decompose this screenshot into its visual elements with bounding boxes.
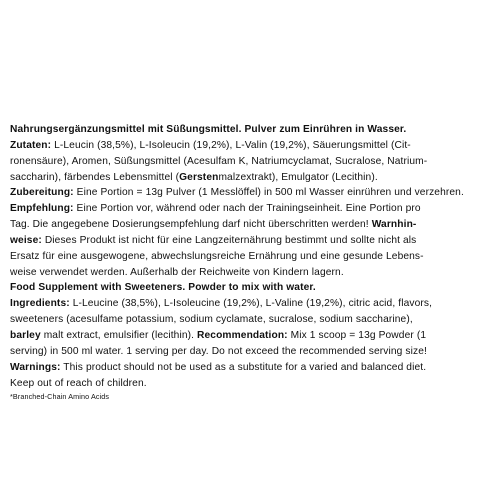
label-line: Zutaten: L-Leucin (38,5%), L-Isoleucin (19,2%), L-Valin (19,2%), Säuerungsmittel (Cit-	[10, 139, 411, 151]
label-line: Ersatz für eine ausgewogene, abwechslungsreiche Ernährung und eine gesunde Lebens-	[10, 250, 424, 262]
label-line: saccharin), färbendes Lebensmittel (Gerstenmalzextrakt), Emulgator (Lecithin).	[10, 171, 378, 183]
label-line: Zubereitung: Eine Portion = 13g Pulver (1 Messlöffel) in 500 ml Wasser einrühren und verzehren.	[10, 187, 464, 199]
product-label-text	[10, 122, 491, 403]
label-line: barley malt extract, emulsifier (lecithin). Recommendation: Mix 1 scoop = 13g Powder (1	[10, 329, 427, 341]
label-line: Nahrungsergänzungsmittel mit Süßungsmittel. Pulver zum Einrühren in Wasser.	[10, 124, 407, 135]
label-line: Tag. Die angegebene Dosierungsempfehlung darf nicht überschritten werden! Warnhin-	[10, 219, 417, 231]
label-line: Empfehlung: Eine Portion vor, während oder nach der Trainingseinheit. Eine Portion pro	[10, 203, 421, 215]
label-line: weise verwendet werden. Außerhalb der Reichweite von Kindern lagern.	[10, 266, 344, 278]
label-line: Food Supplement with Sweeteners. Powder to mix with water.	[10, 282, 316, 294]
label-line: weise: Dieses Produkt ist nicht für eine Langzeiternährung bestimmt und sollte nicht als	[10, 234, 417, 246]
footnote: *Branched-Chain Amino Acids	[10, 392, 110, 402]
label-line: ronensäure), Aromen, Süßungsmittel (Acesulfam K, Natriumcyclamat, Sucralose, Natrium-	[10, 155, 428, 167]
label-line: serving) in 500 ml water. 1 serving per day. Do not exceed the recommended serving size!	[10, 345, 427, 357]
label-line: sweeteners (acesulfame potassium, sodium cyclamate, sucralose, sodium saccharine),	[10, 314, 413, 326]
label-line: Warnings: This product should not be used as a substitute for a varied and balanced diet.	[10, 361, 427, 373]
label-line: Ingredients: L-Leucine (38,5%), L-Isoleucine (19,2%), L-Valine (19,2%), citric acid, flavors,	[10, 298, 433, 310]
label-line: Keep out of reach of children.	[10, 377, 147, 389]
